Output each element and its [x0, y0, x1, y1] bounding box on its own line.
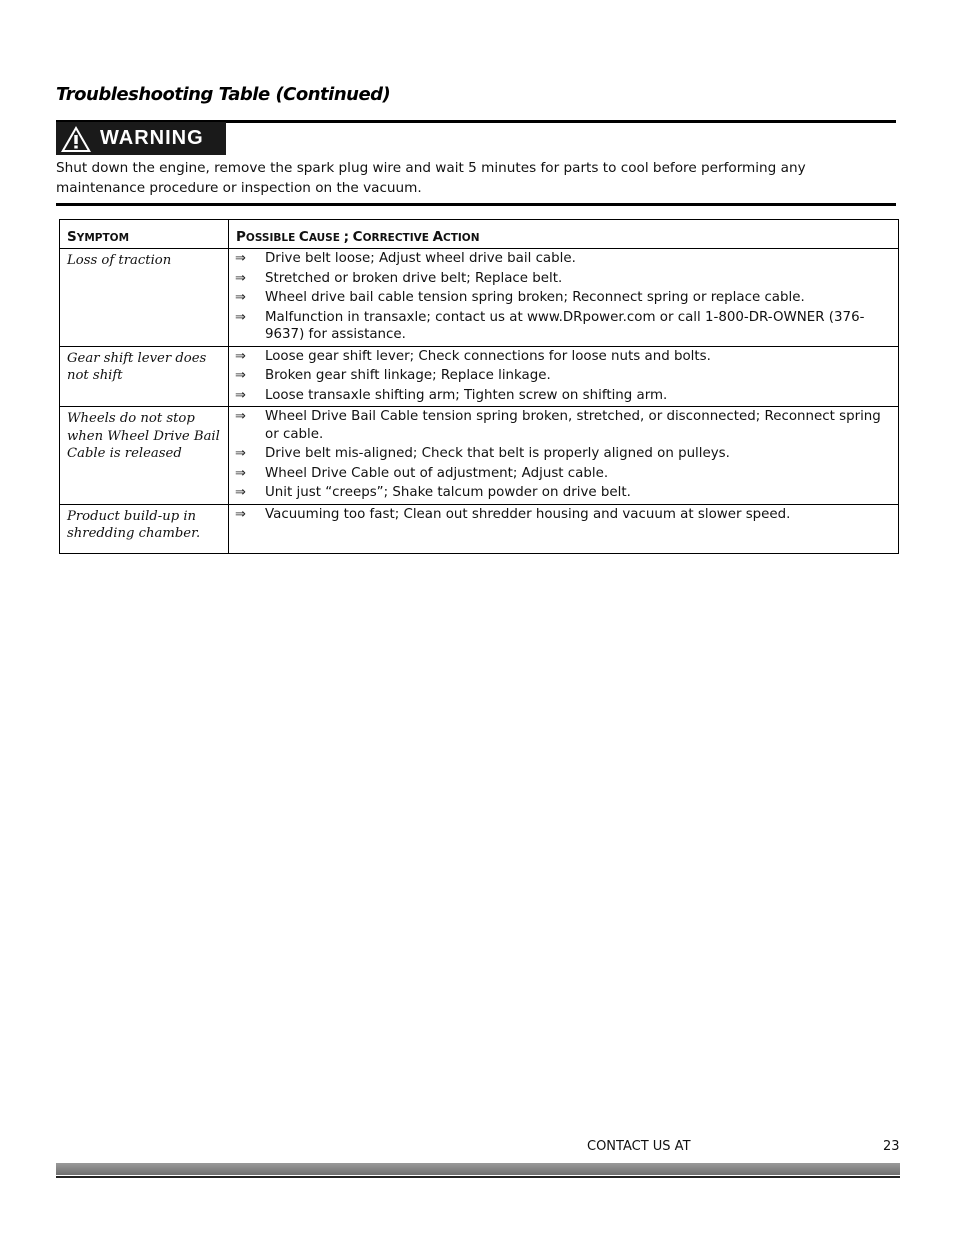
cause-list: [235, 250, 890, 344]
cause-text: Loose gear shift lever; Check connections for loose nuts and bolts.: [265, 348, 711, 364]
table-header-row: [60, 220, 899, 249]
header-symptom: [60, 220, 229, 249]
double-arrow-icon: ⇒: [235, 485, 246, 500]
list-item: [235, 408, 890, 443]
action-cell: [229, 346, 899, 407]
list-item: [235, 506, 890, 524]
page-heading: Troubleshooting Table (Continued): [56, 84, 391, 105]
action-cell: [229, 407, 899, 505]
footer-rule: [56, 1176, 900, 1178]
header-action: [229, 220, 899, 249]
table-row: [60, 346, 899, 407]
cause-text: Loose transaxle shifting arm; Tighten screw on shifting arm.: [265, 387, 668, 403]
list-item: [235, 367, 890, 385]
double-arrow-icon: ⇒: [235, 309, 246, 325]
table-row: [60, 407, 899, 505]
table-row: [60, 504, 899, 553]
list-item: [235, 387, 890, 405]
symptom-cell: Gear shift lever does not shift: [60, 346, 229, 407]
header-symptom-label: SYMPTOM: [67, 229, 130, 245]
double-arrow-icon: ⇒: [235, 290, 246, 305]
symptom-cell: Wheels do not stop when Wheel Drive Bail Cable is released: [60, 407, 229, 505]
troubleshooting-table: [59, 219, 899, 554]
double-arrow-icon: ⇒: [235, 446, 246, 461]
double-arrow-icon: ⇒: [235, 270, 246, 286]
list-item: [235, 270, 890, 288]
footer-contact: CONTACT US AT: [587, 1139, 691, 1154]
list-item: [235, 250, 890, 268]
cause-text: Drive belt loose; Adjust wheel drive bail cable.: [265, 251, 576, 266]
warning-triangle-icon: [60, 124, 92, 154]
double-arrow-icon: ⇒: [235, 368, 246, 383]
cause-text: Wheel Drive Bail Cable tension spring broken, stretched, or disconnected; Reconnect spring or cable.: [265, 409, 881, 442]
symptom-cell: Loss of traction: [60, 249, 229, 347]
cause-text: Broken gear shift linkage; Replace linkage.: [265, 368, 551, 383]
header-action-label: POSSIBLE CAUSE ; CORRECTIVE ACTION: [236, 229, 480, 245]
action-cell: [229, 504, 899, 553]
cause-text: Wheel drive bail cable tension spring broken; Reconnect spring or replace cable.: [265, 290, 805, 305]
cause-list: [235, 348, 890, 405]
cause-text: Stretched or broken drive belt; Replace belt.: [265, 270, 563, 286]
double-arrow-icon: ⇒: [235, 251, 246, 266]
cause-text: Vacuuming too fast; Clean out shredder housing and vacuum at slower speed.: [265, 506, 791, 522]
table-row: [60, 249, 899, 347]
double-arrow-icon: ⇒: [235, 506, 246, 522]
symptom-cell: Product build-up in shredding chamber.: [60, 504, 229, 553]
list-item: [235, 484, 890, 502]
warning-label: WARNING: [100, 127, 204, 149]
footer-bar: [56, 1163, 900, 1175]
list-item: [235, 309, 890, 344]
list-item: [235, 465, 890, 483]
double-arrow-icon: ⇒: [235, 465, 246, 481]
list-item: [235, 289, 890, 307]
cause-text: Malfunction in transaxle; contact us at www.DRpower.com or call 1-800-DR-OWNER (376-9637) for assistance.: [265, 309, 865, 342]
list-item: [235, 348, 890, 366]
list-item: [235, 445, 890, 463]
page-number: 23: [883, 1139, 900, 1154]
double-arrow-icon: ⇒: [235, 348, 246, 364]
warning-text: Shut down the engine, remove the spark plug wire and wait 5 minutes for parts to cool before performing any maintenance procedure or inspection on the vacuum.: [56, 160, 806, 196]
cause-text: Drive belt mis-aligned; Check that belt is properly aligned on pulleys.: [265, 446, 730, 461]
warning-bottom-rule: [56, 203, 896, 206]
cause-list: [235, 408, 890, 502]
cause-text: Wheel Drive Cable out of adjustment; Adjust cable.: [265, 465, 609, 481]
action-cell: [229, 249, 899, 347]
double-arrow-icon: ⇒: [235, 387, 246, 403]
warning-badge: [56, 122, 226, 155]
cause-list: [235, 506, 890, 524]
cause-text: Unit just “creeps”; Shake talcum powder on drive belt.: [265, 485, 631, 500]
double-arrow-icon: ⇒: [235, 409, 246, 424]
